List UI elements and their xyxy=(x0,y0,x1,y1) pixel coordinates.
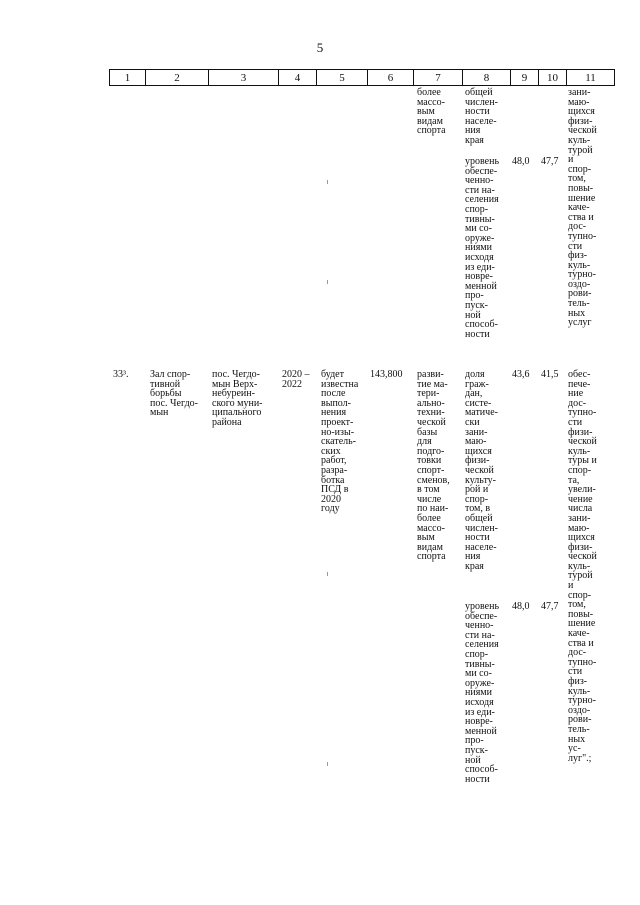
scan-mark xyxy=(327,762,328,766)
header-col-10: 10 xyxy=(539,70,567,86)
row33-amount: 143,800 xyxy=(370,369,403,380)
header-col-1: 1 xyxy=(110,70,146,86)
row33-object-name: Зал спор- тивной борьбы пос. Чегдо- мын xyxy=(150,369,198,419)
row33-col10-value-a: 41,5 xyxy=(541,369,559,380)
row33-location: пос. Чегдо- мын Верх- небуреин- ского муни- ципального района xyxy=(212,369,263,428)
top-col8-indicator-provision: уровень обеспе- ченно- сти на- селения спор- тивны- ми со- оруже- ниями исходя из еди- новре- менной про- пуск- ной способ- ности xyxy=(465,156,500,340)
row33-result: обес- пече- ние дос- тупно- сти физи- ческой куль- туры и спор- та, увели- чение числа зани- маю- щихся физи- ческой куль- турой и спор- том, повы- шение каче- ства и дос- тупно- сти физ- куль- турно- оздо- рови- тель- ных ус- луг".; xyxy=(568,369,597,764)
row33-col9-value-a: 43,6 xyxy=(512,369,530,380)
row33-goal-text: разви- тие ма- тери- ально- техни- ческой базы для подго- товки спорт- сменов, в том числе по наи- более массо- вым видам спорта xyxy=(417,369,450,563)
header-col-11: 11 xyxy=(567,70,615,86)
header-col-2: 2 xyxy=(146,70,209,86)
scan-mark xyxy=(327,180,328,184)
row33-col9-value-b: 48,0 xyxy=(512,601,530,612)
top-col9-value: 48,0 xyxy=(512,156,530,167)
top-col11-result: зани- маю- щихся физи- ческой куль- турой и спор- том, повы- шение каче- ства и дос- тупно- сти физ- куль- турно- оздо- рови- тель- ных услуг xyxy=(568,87,597,329)
column-number-header xyxy=(109,69,615,86)
page-number: 5 xyxy=(316,40,324,55)
scan-mark xyxy=(327,280,328,284)
top-col8-indicator-share: общей числен- ности населе- ния края xyxy=(465,87,498,146)
row33-indicator-share: доля граж- дан, систе- матиче- ски зани- маю- щихся физи- ческой культу- рой и спор- том, в общей числен- ности населе- ния края xyxy=(465,369,498,572)
header-col-5: 5 xyxy=(317,70,368,86)
row33-period: 2020 – 2022 xyxy=(282,369,310,390)
header-col-3: 3 xyxy=(209,70,279,86)
row33-number: 33³. xyxy=(113,369,129,380)
top-col7-goal-text: более массо- вым видам спорта xyxy=(417,87,446,137)
header-col-7: 7 xyxy=(414,70,463,86)
row33-cost-note: будет известна после выпол- нения проект- но-изы- скатель- ских работ, разра- ботка ПСД в 2020 году xyxy=(321,369,359,515)
header-col-4: 4 xyxy=(279,70,317,86)
header-col-9: 9 xyxy=(511,70,539,86)
row33-col10-value-b: 47,7 xyxy=(541,601,559,612)
header-col-8: 8 xyxy=(463,70,511,86)
header-col-6: 6 xyxy=(368,70,414,86)
top-col10-value: 47,7 xyxy=(541,156,559,167)
row33-indicator-provision: уровень обеспе- ченно- сти на- селения спор- тивны- ми со- оруже- ниями исходя из еди- новре- менной про- пуск- ной способ- ности xyxy=(465,601,500,785)
scan-mark xyxy=(327,572,328,576)
